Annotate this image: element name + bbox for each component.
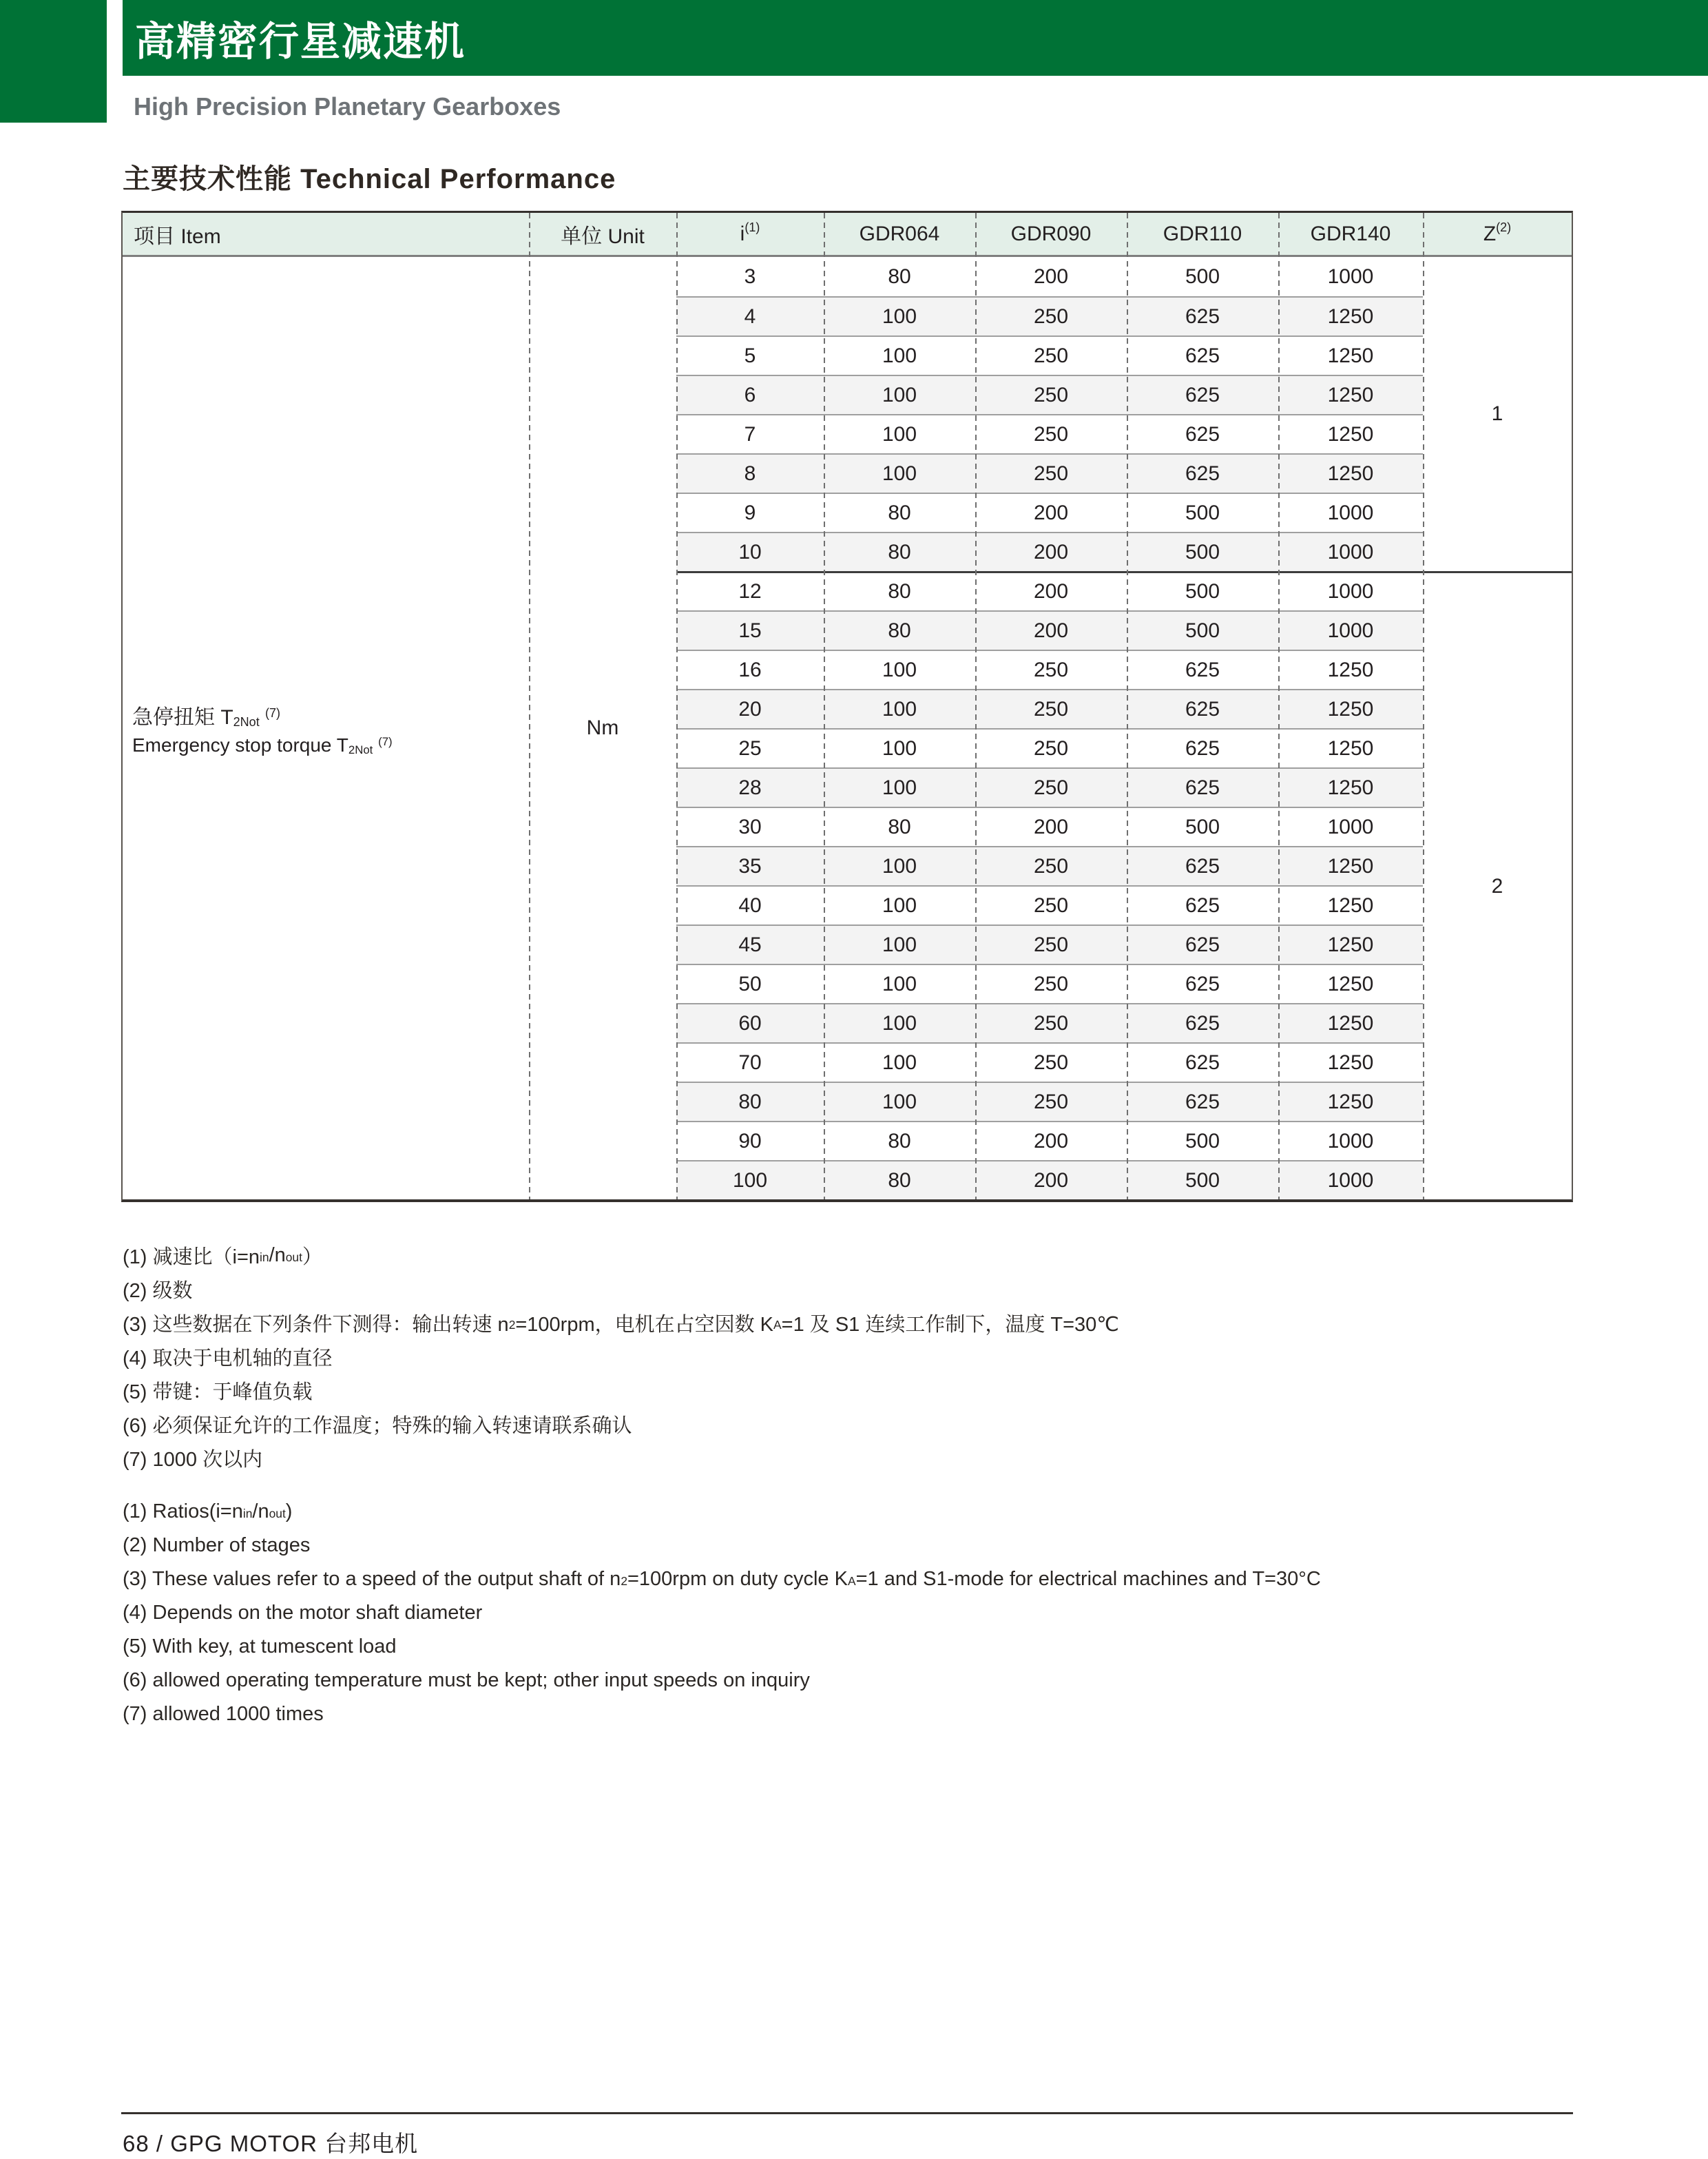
- value-cell: 100: [824, 1003, 975, 1042]
- footnote-cn-2: (2) 级数: [123, 1280, 193, 1302]
- value-cell: 625: [1127, 846, 1278, 885]
- value-cell: 200: [975, 610, 1127, 650]
- value-cell: 100: [824, 453, 975, 493]
- value-cell: 200: [975, 807, 1127, 846]
- col-header-z: Z $^{(2)}$: [1423, 213, 1572, 257]
- value-cell: 100: [824, 414, 975, 453]
- value-cell: 1250: [1278, 846, 1423, 885]
- value-cell: 1000: [1278, 1121, 1423, 1160]
- value-cell: 100: [824, 1082, 975, 1121]
- footnote-en-2: (2) Number of stages: [123, 1534, 311, 1556]
- ratio-cell-25: 25: [676, 728, 824, 767]
- value-cell: 1000: [1278, 610, 1423, 650]
- footnote-en-7: (7) allowed 1000 times: [123, 1703, 324, 1725]
- footnote-en-5: (5) With key, at tumescent load: [123, 1635, 397, 1657]
- col-header-item: 项目 Item: [123, 213, 529, 257]
- footnote-en-3: (3) These values refer to a speed of the output shaft of n $_2$ =100rpm on duty cycle K $_A$ =1 and S1-mode for electrical machines and T=30°C: [123, 1568, 1321, 1590]
- page-subtitle: High Precision Planetary Gearboxes: [134, 92, 561, 121]
- ratio-cell-5: 5: [676, 335, 824, 375]
- page-title: 高精密行星减速机: [135, 19, 466, 64]
- column-divider: [824, 213, 825, 1199]
- performance-table-grid: [123, 213, 1572, 1199]
- ratio-cell-100: 100: [676, 1160, 824, 1199]
- footnote-cn-1: (1) 减速比（i=n $_{in}$ /n $_{out}$ ）: [123, 1244, 322, 1268]
- value-cell: 250: [975, 296, 1127, 335]
- value-cell: 80: [824, 532, 975, 571]
- value-cell: 80: [824, 610, 975, 650]
- item-cell: [123, 257, 529, 1199]
- value-cell: 500: [1127, 610, 1278, 650]
- ratio-cell-45: 45: [676, 924, 824, 964]
- value-cell: 500: [1127, 571, 1278, 610]
- value-cell: 625: [1127, 453, 1278, 493]
- value-cell: 625: [1127, 414, 1278, 453]
- value-cell: 500: [1127, 807, 1278, 846]
- value-cell: 250: [975, 846, 1127, 885]
- footnotes-en: [123, 1495, 1321, 1731]
- value-cell: 1000: [1278, 807, 1423, 846]
- value-cell: 200: [975, 493, 1127, 532]
- ratio-cell-4: 4: [676, 296, 824, 335]
- footnote-cn-4: (4) 取决于电机轴的直径: [123, 1347, 333, 1370]
- z-group-1: 1: [1491, 402, 1503, 425]
- col-header-gdr140: GDR140: [1278, 213, 1423, 257]
- value-cell: 200: [975, 571, 1127, 610]
- value-cell: 1000: [1278, 532, 1423, 571]
- value-cell: 1250: [1278, 728, 1423, 767]
- ratio-cell-8: 8: [676, 453, 824, 493]
- footer-rule: [121, 2112, 1573, 2114]
- value-cell: 100: [824, 728, 975, 767]
- value-cell: 250: [975, 453, 1127, 493]
- value-cell: 1000: [1278, 571, 1423, 610]
- value-cell: 500: [1127, 1121, 1278, 1160]
- ratio-cell-28: 28: [676, 767, 824, 807]
- ratio-cell-7: 7: [676, 414, 824, 453]
- value-cell: 1250: [1278, 689, 1423, 728]
- value-cell: 250: [975, 767, 1127, 807]
- value-cell: 1000: [1327, 265, 1374, 288]
- value-cell: 1250: [1278, 375, 1423, 414]
- value-cell: 250: [975, 1042, 1127, 1082]
- value-cell: 100: [824, 846, 975, 885]
- value-cell: 250: [975, 1003, 1127, 1042]
- footnote-en-4: (4) Depends on the motor shaft diameter: [123, 1602, 483, 1624]
- value-cell: 100: [824, 689, 975, 728]
- value-cell: 625: [1127, 1042, 1278, 1082]
- ratio-cell-80: 80: [676, 1082, 824, 1121]
- ratio-cell-70: 70: [676, 1042, 824, 1082]
- value-cell: 200: [1033, 265, 1069, 288]
- value-cell: 1250: [1278, 1082, 1423, 1121]
- value-cell: 500: [1127, 493, 1278, 532]
- footnote-en-6: (6) allowed operating temperature must be kept; other input speeds on inquiry: [123, 1669, 810, 1691]
- left-accent-strip: [0, 0, 107, 123]
- value-cell: 200: [975, 1121, 1127, 1160]
- value-cell: 250: [975, 335, 1127, 375]
- value-cell: 100: [824, 767, 975, 807]
- value-cell: 100: [824, 924, 975, 964]
- footnote-cn-5: (5) 带键：于峰值负载: [123, 1381, 313, 1403]
- footnote-cn-6: (6) 必须保证允许的工作温度；特殊的输入转速请联系确认: [123, 1415, 632, 1437]
- value-cell: 625: [1127, 689, 1278, 728]
- ratio-cell-30: 30: [676, 807, 824, 846]
- column-divider: [529, 213, 530, 1199]
- column-divider: [975, 213, 977, 1199]
- value-cell: 500: [1127, 532, 1278, 571]
- footnote-cn-3: (3) 这些数据在下列条件下测得：输出转速 n $_2$ =100rpm，电机在占空因数 K $_A$ =1 及 S1 连续工作制下，温度 T=30℃: [123, 1314, 1119, 1336]
- value-cell: 625: [1127, 335, 1278, 375]
- ratio-cell-40: 40: [676, 885, 824, 924]
- value-cell: 250: [975, 728, 1127, 767]
- value-cell: 1250: [1278, 924, 1423, 964]
- value-cell: 100: [824, 375, 975, 414]
- value-cell: 1250: [1278, 453, 1423, 493]
- value-cell: 1250: [1278, 767, 1423, 807]
- footnotes-cn: [123, 1239, 1119, 1475]
- value-cell: 100: [824, 964, 975, 1003]
- value-cell: 250: [975, 964, 1127, 1003]
- value-cell: 250: [975, 414, 1127, 453]
- header-bar: [123, 0, 1708, 76]
- footnote-en-1: (1) Ratios(i=n $_{in}$ /n $_{out}$ ): [123, 1500, 293, 1522]
- value-cell: 250: [975, 689, 1127, 728]
- value-cell: 80: [824, 807, 975, 846]
- ratio-cell-20: 20: [676, 689, 824, 728]
- column-divider: [1278, 213, 1280, 1199]
- col-header-gdr090: GDR090: [975, 213, 1127, 257]
- col-header-gdr064: GDR064: [824, 213, 975, 257]
- page-footer: 68 / GPG MOTOR 台邦电机: [123, 2131, 419, 2156]
- value-cell: 1250: [1278, 1042, 1423, 1082]
- column-divider: [1127, 213, 1128, 1199]
- ratio-cell-9: 9: [676, 493, 824, 532]
- value-cell: 1250: [1278, 964, 1423, 1003]
- value-cell: 1000: [1278, 1160, 1423, 1199]
- value-cell: 625: [1127, 296, 1278, 335]
- value-cell: 80: [824, 1160, 975, 1199]
- value-cell: 100: [824, 296, 975, 335]
- value-cell: 625: [1127, 924, 1278, 964]
- value-cell: 100: [824, 1042, 975, 1082]
- value-cell: 100: [824, 885, 975, 924]
- value-cell: 1250: [1278, 414, 1423, 453]
- value-cell: 250: [975, 1082, 1127, 1121]
- z-group-2: 2: [1423, 571, 1572, 1199]
- value-cell: 1250: [1278, 335, 1423, 375]
- value-cell: 500: [1127, 1160, 1278, 1199]
- footnote-cn-7: (7) 1000 次以内: [123, 1449, 263, 1471]
- value-cell: 80: [824, 493, 975, 532]
- value-cell: 625: [1127, 1003, 1278, 1042]
- value-cell: 200: [975, 1160, 1127, 1199]
- value-cell: 1250: [1278, 1003, 1423, 1042]
- section-title: 主要技术性能 Technical Performance: [123, 164, 616, 194]
- value-cell: 100: [824, 650, 975, 689]
- ratio-cell-90: 90: [676, 1121, 824, 1160]
- value-cell: 625: [1127, 728, 1278, 767]
- value-cell: 250: [975, 924, 1127, 964]
- value-cell: 625: [1127, 650, 1278, 689]
- value-cell: 625: [1127, 767, 1278, 807]
- item-label-cn: 急停扭矩 $T_{2Not}$ $^{(7)}$: [132, 706, 281, 729]
- col-header-unit: 单位 Unit: [529, 213, 676, 257]
- performance-table: [121, 211, 1573, 1202]
- ratio-cell-15: 15: [676, 610, 824, 650]
- value-cell: 625: [1127, 964, 1278, 1003]
- column-divider: [676, 213, 678, 1199]
- ratio-cell-60: 60: [676, 1003, 824, 1042]
- value-cell: 625: [1127, 885, 1278, 924]
- ratio-cell-10: 10: [676, 532, 824, 571]
- value-cell: 80: [888, 265, 911, 288]
- ratio-cell-50: 50: [676, 964, 824, 1003]
- col-header-gdr110: GDR110: [1127, 213, 1278, 257]
- value-cell: 1250: [1278, 296, 1423, 335]
- item-label-en: Emergency stop torque $T_{2Not}$ $^{(7)}$: [132, 734, 393, 756]
- col-header-ratio: i $^{(1)}$: [676, 213, 824, 257]
- value-cell: 250: [975, 375, 1127, 414]
- ratio-cell-35: 35: [676, 846, 824, 885]
- value-cell: 250: [975, 650, 1127, 689]
- value-cell: 625: [1127, 375, 1278, 414]
- value-cell: 200: [975, 532, 1127, 571]
- ratio-cell-6: 6: [676, 375, 824, 414]
- value-cell: 80: [824, 1121, 975, 1160]
- ratio-cell-12: 12: [676, 571, 824, 610]
- value-cell: 1250: [1278, 885, 1423, 924]
- ratio-cell-16: 16: [676, 650, 824, 689]
- value-cell: 80: [824, 571, 975, 610]
- unit-cell: Nm: [586, 716, 619, 739]
- ratio-cell-3: 3: [744, 265, 756, 288]
- value-cell: 1000: [1278, 493, 1423, 532]
- value-cell: 100: [824, 335, 975, 375]
- column-divider: [1423, 213, 1424, 1199]
- value-cell: 250: [975, 885, 1127, 924]
- value-cell: 625: [1127, 1082, 1278, 1121]
- value-cell: 1250: [1278, 650, 1423, 689]
- value-cell: 500: [1185, 265, 1220, 288]
